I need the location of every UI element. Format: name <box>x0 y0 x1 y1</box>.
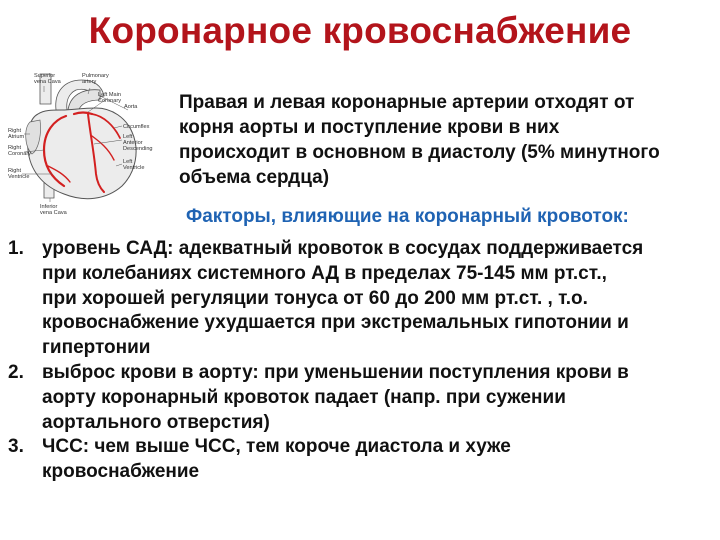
list-item-line: уровень САД: адекватный кровоток в сосудах поддерживается <box>42 238 644 259</box>
label-circumflex: Circumflex <box>123 124 150 130</box>
list-item-line: выброс крови в аорту: при уменьшении поступления крови в <box>42 361 629 383</box>
list-item-number: 3. <box>8 436 24 458</box>
intro-paragraph <box>179 90 715 190</box>
list-item-line: аортального отверстия) <box>42 411 270 433</box>
intro-line: происходит в основном в диастолу (5% минутного <box>179 142 660 163</box>
list-item-line: при колебаниях системного АД в пределах 75-145 мм рт.ст., <box>42 262 607 284</box>
list-item-line: ЧСС: чем выше ЧСС, тем короче диастола и хуже <box>42 436 511 458</box>
list-item-line: кровоснабжение ухудшается при экстремальных гипотонии и <box>42 312 629 334</box>
intro-line: объема сердца) <box>179 167 330 188</box>
factors-heading: Факторы, влияющие на коронарный кровоток: <box>186 206 629 227</box>
list-item-line: при хорошей регуляции тонуса от 60 до 200 мм рт.ст. , т.о. <box>42 287 588 309</box>
intro-line: корня аорты и поступление крови в них <box>179 117 560 138</box>
intro-line: Правая и левая коронарные артерии отходят от <box>179 92 635 113</box>
heart-illustration <box>4 70 174 218</box>
label-left-anterior-descending: Left Anterior Descending <box>123 134 153 152</box>
list-item <box>8 435 714 485</box>
label-right-ventricle: Right Ventricle <box>8 168 30 180</box>
slide-title: Коронарное кровоснабжение <box>88 10 632 51</box>
list-item-line: аорту коронарный кровоток падает (напр. при сужении <box>42 386 566 408</box>
label-inferior-vena-cava: Inferior vena Cava <box>40 204 67 216</box>
label-right-coronary: Right Coronary <box>8 145 32 157</box>
coronary-heart-diagram <box>4 70 174 218</box>
label-left-ventricle: Left Ventricle <box>123 159 145 171</box>
factors-list <box>8 237 714 485</box>
list-item-line: гипертонии <box>42 337 151 359</box>
list-item-number: 1. <box>8 238 24 259</box>
label-right-atrium: Right Atrium <box>8 128 25 140</box>
list-item <box>8 361 714 435</box>
label-superior-vena-cava: Superior vena Cava <box>34 73 61 85</box>
list-item <box>8 237 714 361</box>
label-left-main-coronary: Left Main Coronary <box>98 92 122 104</box>
label-aorta: Aorta <box>124 104 138 110</box>
label-pulmonary-artery: Pulmonary artery <box>82 73 109 85</box>
list-item-line: кровоснабжение <box>42 461 200 483</box>
list-item-number: 2. <box>8 361 24 383</box>
